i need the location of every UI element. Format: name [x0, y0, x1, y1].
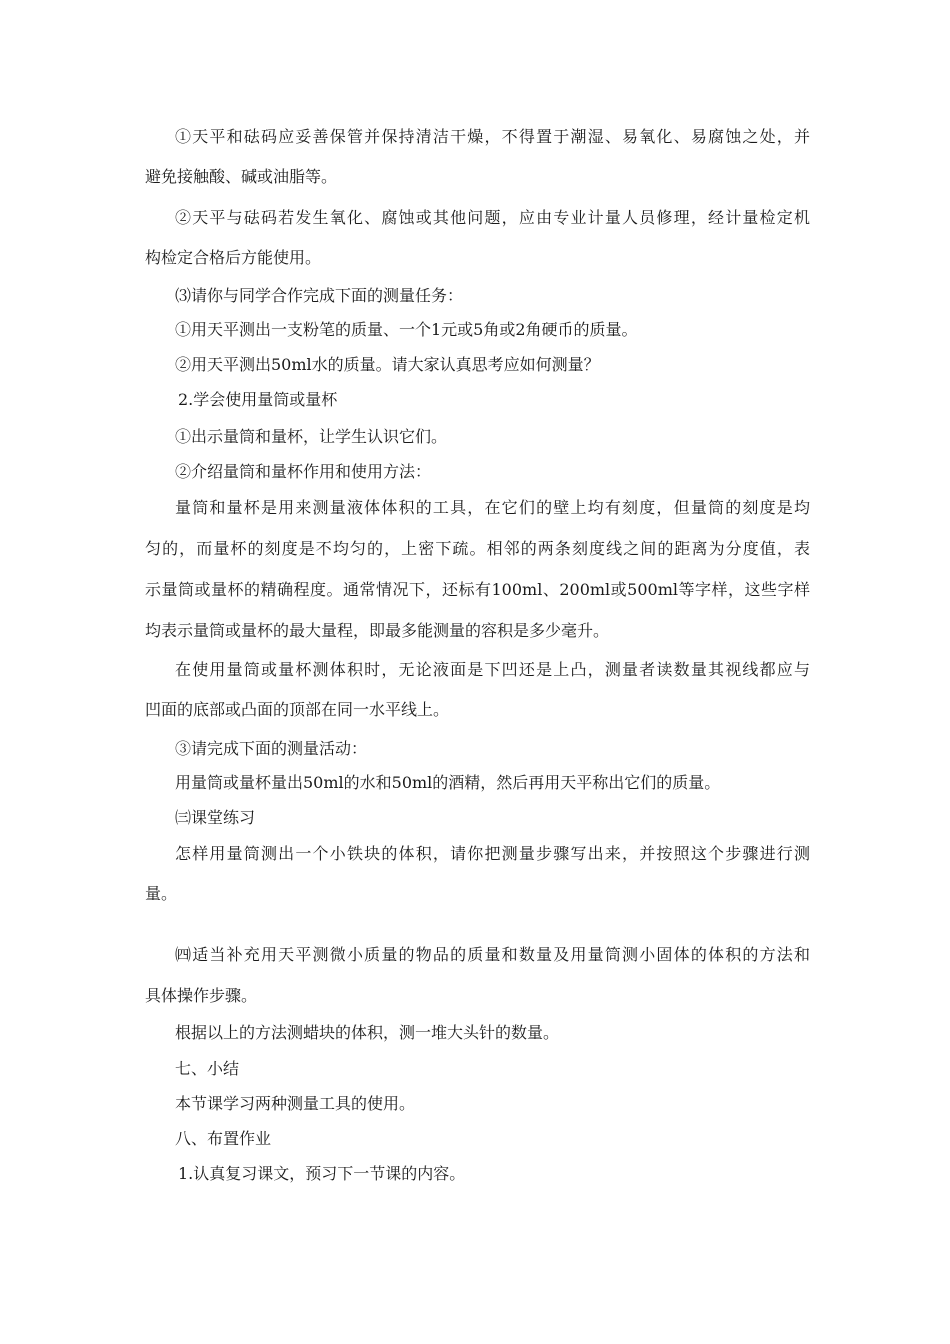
paragraph-line: 均表示量筒或量杯的最大量程，即最多能测量的容积是多少毫升。	[145, 621, 610, 640]
paragraph-line: 匀的，而量杯的刻度是不均匀的，上密下疏。相邻的两条刻度线之间的距离为分度值，表	[145, 539, 810, 558]
section-heading: ㈢课堂练习	[175, 808, 256, 827]
paragraph-line: ③请完成下面的测量活动：	[175, 739, 368, 758]
paragraph-line: 1.认真复习课文，预习下一节课的内容。	[178, 1164, 466, 1183]
paragraph-line: 在使用量筒或量杯测体积时，无论液面是下凹还是上凸，测量者读数量其视线都应与	[175, 660, 810, 679]
paragraph-line: 根据以上的方法测蜡块的体积，测一堆大头针的数量。	[175, 1023, 560, 1042]
paragraph-line: ①用天平测出一支粉笔的质量、一个1元或5角或2角硬币的质量。	[175, 320, 638, 339]
paragraph-line: ⑶请你与同学合作完成下面的测量任务：	[175, 286, 464, 305]
section-heading: 八、布置作业	[175, 1129, 272, 1148]
paragraph-line: 构检定合格后方能使用。	[145, 248, 322, 267]
paragraph-line: 用量筒或量杯量出50ml的水和50ml的酒精，然后再用天平称出它们的质量。	[175, 773, 721, 792]
paragraph-line: ①出示量筒和量杯，让学生认识它们。	[175, 427, 448, 446]
paragraph-line: 本节课学习两种测量工具的使用。	[175, 1094, 416, 1113]
paragraph-line: ②用天平测出50ml水的质量。请大家认真思考应如何测量？	[175, 355, 600, 374]
paragraph-line: ㈣适当补充用天平测微小质量的物品的质量和数量及用量筒测小固体的体积的方法和	[175, 945, 810, 964]
paragraph-line: ②介绍量筒和量杯作用和使用方法：	[175, 462, 432, 481]
paragraph-line: 凹面的底部或凸面的顶部在同一水平线上。	[145, 700, 450, 719]
paragraph-line: ①天平和砝码应妥善保管并保持清洁干燥，不得置于潮湿、易氧化、易腐蚀之处，并	[175, 127, 810, 146]
paragraph-line: 怎样用量筒测出一个小铁块的体积，请你把测量步骤写出来，并按照这个步骤进行测	[175, 844, 810, 863]
paragraph-line: 避免接触酸、碱或油脂等。	[145, 167, 338, 186]
paragraph-line: ②天平与砝码若发生氧化、腐蚀或其他问题，应由专业计量人员修理，经计量检定机	[175, 208, 810, 227]
section-heading: 七、小结	[175, 1059, 240, 1078]
paragraph-line: 具体操作步骤。	[145, 986, 258, 1005]
paragraph-line: 量。	[145, 884, 178, 903]
paragraph-line: 示量筒或量杯的精确程度。通常情况下，还标有100ml、200ml或500ml等字样，这些字样	[145, 580, 810, 599]
section-heading: 2.学会使用量筒或量杯	[178, 390, 338, 409]
paragraph-line: 量筒和量杯是用来测量液体体积的工具，在它们的壁上均有刻度，但量筒的刻度是均	[175, 498, 810, 517]
